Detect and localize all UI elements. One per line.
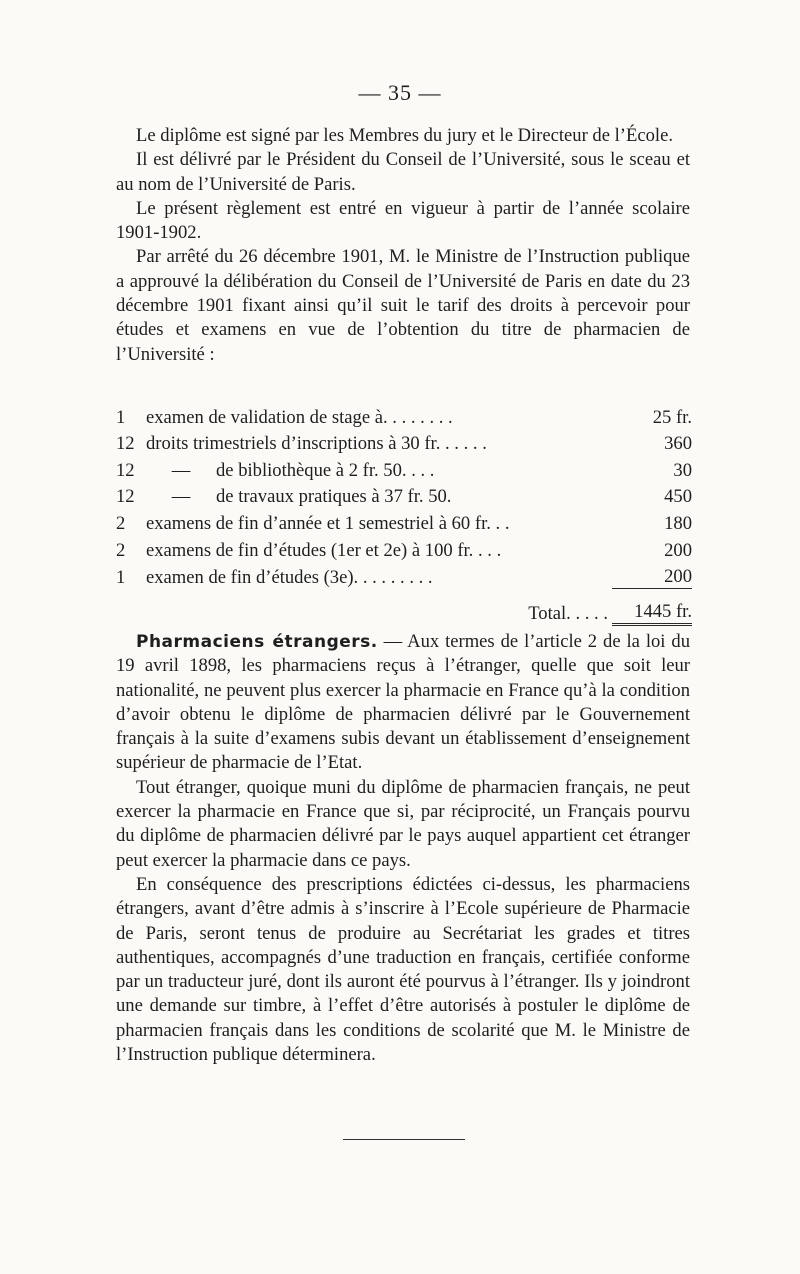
fee-amount: 200: [612, 562, 692, 589]
fee-row: [116, 535, 692, 562]
page-number: — 35 —: [358, 80, 442, 105]
paragraph: En conséquence des prescriptions édictées ci-dessus, les pharmaciens étrangers, avant d’être admis à s’inscrire à l’Ecole supérieure de Pharmacie de Paris, seront tenus de produire au Secrétariat les grades et titres authentiques, accompagnés d’une traduction en français, certifiée conforme par un traducteur juré, dont ils auront été pourvus à l’étranger. Ils y joindront une demande sur timbre, à l’effet d’être autorisés à postuler le diplôme de pharmacien français dans les conditions de scolarité que M. le Ministre de l’Instruction publique déterminera.: [116, 873, 690, 1066]
paragraph: Il est délivré par le Président du Conseil de l’Université, sous le sceau et au nom de l’Université de Paris.: [116, 149, 690, 195]
ditto-dash: —: [171, 486, 191, 508]
paragraph: [116, 630, 690, 776]
fee-qty: 12: [116, 459, 135, 481]
fee-desc: examens de fin d’année et 1 semestriel à 60 fr. . .: [146, 512, 510, 534]
fee-amount: 360: [664, 433, 692, 455]
fee-desc: droits trimestriels d’inscriptions à 30 fr. . . . . .: [146, 433, 487, 455]
fee-row: [116, 562, 692, 589]
fee-qty: 2: [116, 512, 126, 534]
fee-qty: 12: [116, 433, 135, 455]
paragraph: Le présent règlement est entré en vigueur à partir de l’année scolaire 1901-1902.: [116, 197, 690, 244]
fee-row: [116, 402, 692, 429]
fee-amount: 450: [664, 486, 692, 508]
fee-table: [116, 402, 692, 626]
total-label: Total. . . . .: [528, 602, 608, 624]
fee-qty: 1: [116, 566, 126, 588]
fee-row: [116, 455, 692, 482]
total-row: [116, 589, 692, 625]
fee-amount: 180: [664, 512, 692, 534]
fee-row: [116, 429, 692, 456]
fee-desc: de travaux pratiques à 37 fr. 50.: [216, 486, 452, 508]
foreign-pharmacists-section: [116, 630, 690, 1067]
paragraph: Par arrêté du 26 décembre 1901, M. le Ministre de l’Instruction publique a approuvé la délibération du Conseil de l’Université de Paris en date du 23 décembre 1901 fixant ainsi qu’il suit le tarif des droits à percevoir pour études et examens en vue de l’obtention du titre de pharmacien de l’Université :: [116, 246, 690, 365]
intro-text: [116, 124, 690, 367]
paragraph-text: — Aux termes de l’article 2 de la loi du 19 avril 1898, les pharmaciens reçus à l’étranger, quelle que soit leur nationalité, ne peuvent plus exercer la pharmacie en France qu’à la condition d’avoir obtenu le diplôme de pharmacien délivré par le Gouvernement français à la suite d’examens subis devant un établissement d’enseignement supérieur de pharmacie de l’Etat.: [116, 631, 690, 774]
fee-amount: 200: [664, 539, 692, 561]
fee-amount: 25 fr.: [652, 406, 692, 428]
paragraph: Le diplôme est signé par les Membres du jury et le Directeur de l’École.: [136, 125, 673, 146]
fee-qty: 2: [116, 539, 126, 561]
fee-row: [116, 508, 692, 535]
paragraph: Tout étranger, quoique muni du diplôme de pharmacien français, ne peut exercer la pharmacie en France que si, par réciprocité, un Français pourvu du diplôme de pharmacien délivré par le pays auquel appartient cet étranger peut exercer la pharmacie dans ce pays.: [116, 776, 690, 871]
fee-desc: examens de fin d’études (1er et 2e) à 100 fr. . . .: [146, 539, 502, 561]
fee-amount: 30: [673, 459, 692, 481]
total-amount: 1445 fr.: [612, 589, 692, 625]
fee-row: [116, 482, 692, 509]
fee-qty: 12: [116, 486, 135, 508]
end-rule: [343, 1139, 465, 1140]
fee-qty: 1: [116, 406, 126, 428]
ditto-dash: —: [171, 459, 191, 481]
fee-desc: de bibliothèque à 2 fr. 50. . . .: [216, 459, 435, 481]
fee-desc: examen de validation de stage à. . . . . . . .: [146, 406, 453, 428]
fee-desc: examen de fin d’études (3e). . . . . . . . .: [146, 566, 433, 588]
section-heading: Pharmaciens étrangers.: [136, 632, 378, 652]
